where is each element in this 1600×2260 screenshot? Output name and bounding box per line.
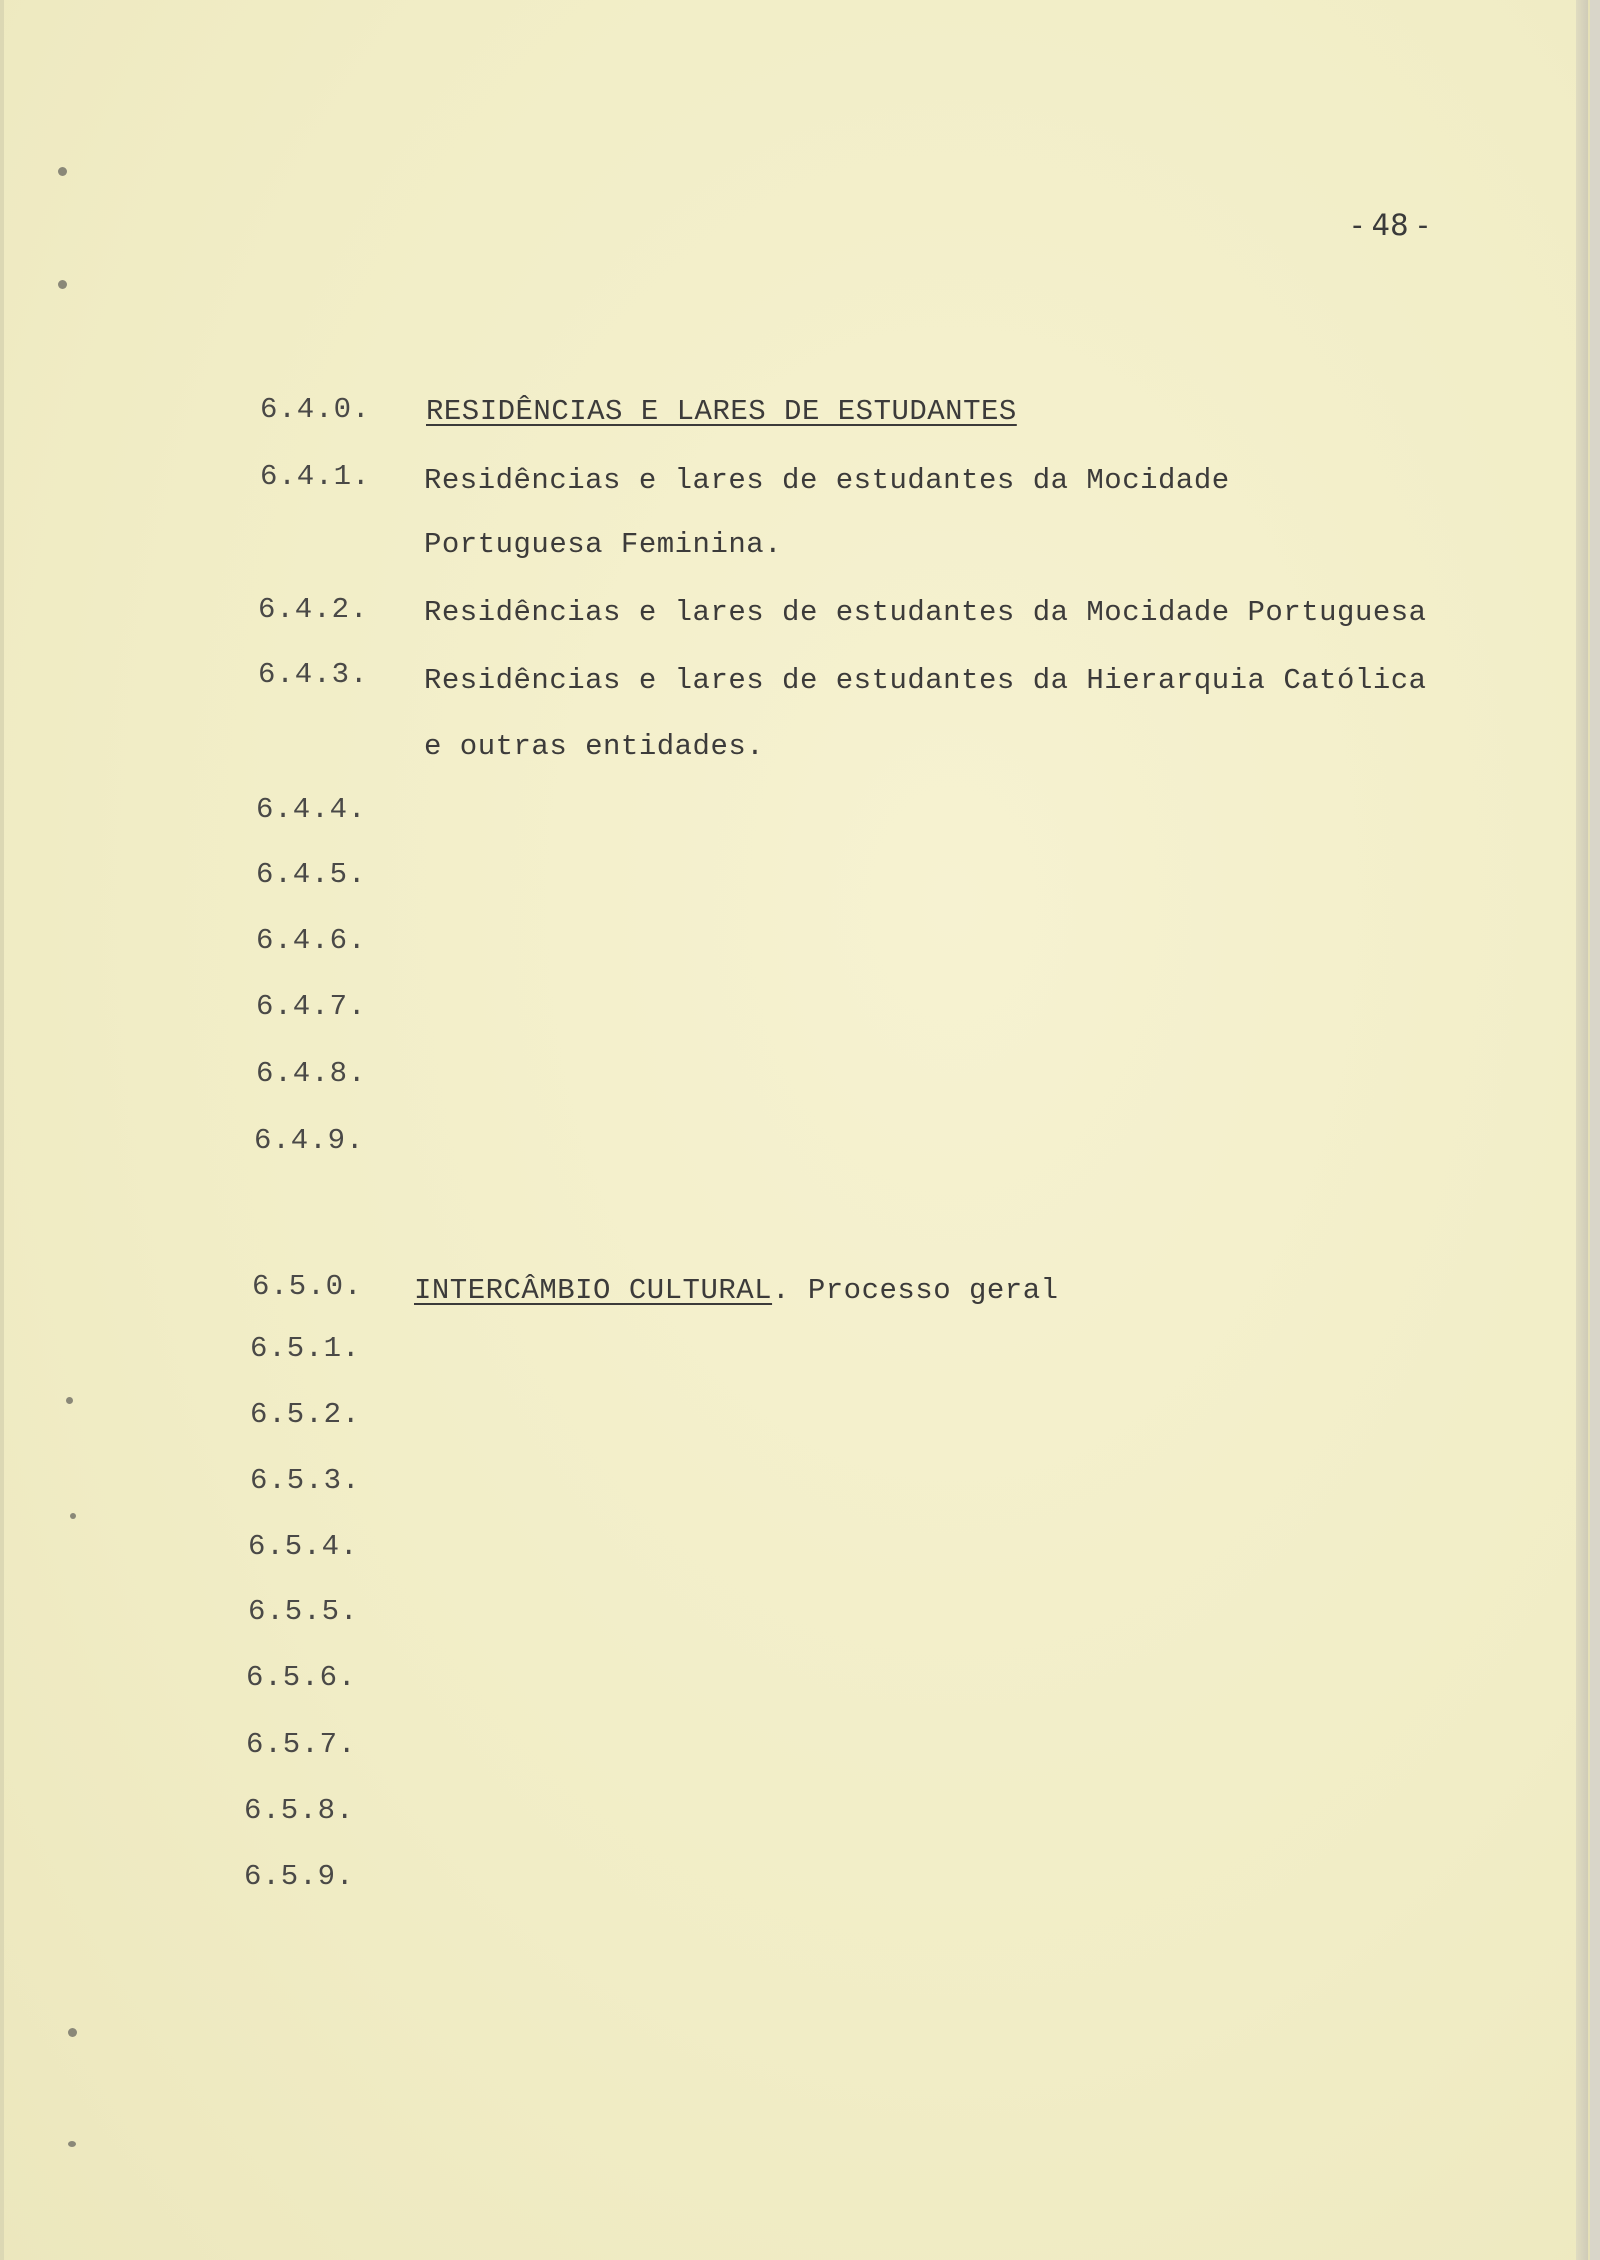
binder-mark xyxy=(68,2141,76,2147)
item-code: 6.4.3. xyxy=(258,658,369,691)
item-text: e outras entidades. xyxy=(424,730,765,763)
item-code: 6.5.6. xyxy=(246,1661,357,1694)
item-text: Portuguesa Feminina. xyxy=(424,528,783,561)
section-code: 6.5.0. xyxy=(252,1270,363,1303)
item-code: 6.4.7. xyxy=(256,990,367,1023)
item-text: Residências e lares de estudantes da Mocidade xyxy=(424,464,1230,497)
binder-mark xyxy=(58,280,67,289)
item-text: Residências e lares de estudantes da Hierarquia Católica xyxy=(424,664,1427,697)
item-code: 6.5.2. xyxy=(250,1398,361,1431)
item-text: Residências e lares de estudantes da Mocidade Portuguesa xyxy=(424,596,1427,629)
binder-mark xyxy=(70,1513,76,1519)
item-code: 6.5.1. xyxy=(250,1332,361,1365)
section-heading-line xyxy=(414,1274,1059,1307)
binder-mark xyxy=(66,1397,73,1404)
item-code: 6.5.9. xyxy=(244,1860,355,1893)
section-heading: RESIDÊNCIAS E LARES DE ESTUDANTES xyxy=(426,395,1017,428)
item-code: 6.4.6. xyxy=(256,924,367,957)
item-code: 6.5.3. xyxy=(250,1464,361,1497)
item-code: 6.4.2. xyxy=(258,593,369,626)
section-heading-suffix: . Processo geral xyxy=(772,1274,1059,1307)
paper-right-edge xyxy=(1576,0,1588,2260)
item-code: 6.5.8. xyxy=(244,1794,355,1827)
section-heading: INTERCÂMBIO CULTURAL xyxy=(414,1274,773,1307)
item-code: 6.4.4. xyxy=(256,793,367,826)
item-code: 6.5.5. xyxy=(248,1595,359,1628)
item-code: 6.4.8. xyxy=(256,1057,367,1090)
item-code: 6.5.4. xyxy=(248,1530,359,1563)
binder-mark xyxy=(68,2028,77,2037)
item-code: 6.4.1. xyxy=(260,460,371,493)
binder-mark xyxy=(58,167,67,176)
item-code: 6.4.5. xyxy=(256,858,367,891)
item-code: 6.4.9. xyxy=(254,1124,365,1157)
item-code: 6.5.7. xyxy=(246,1728,357,1761)
paper-left-edge xyxy=(0,0,4,2260)
section-code: 6.4.0. xyxy=(260,393,371,426)
page-number: - 48 - xyxy=(1352,208,1429,242)
